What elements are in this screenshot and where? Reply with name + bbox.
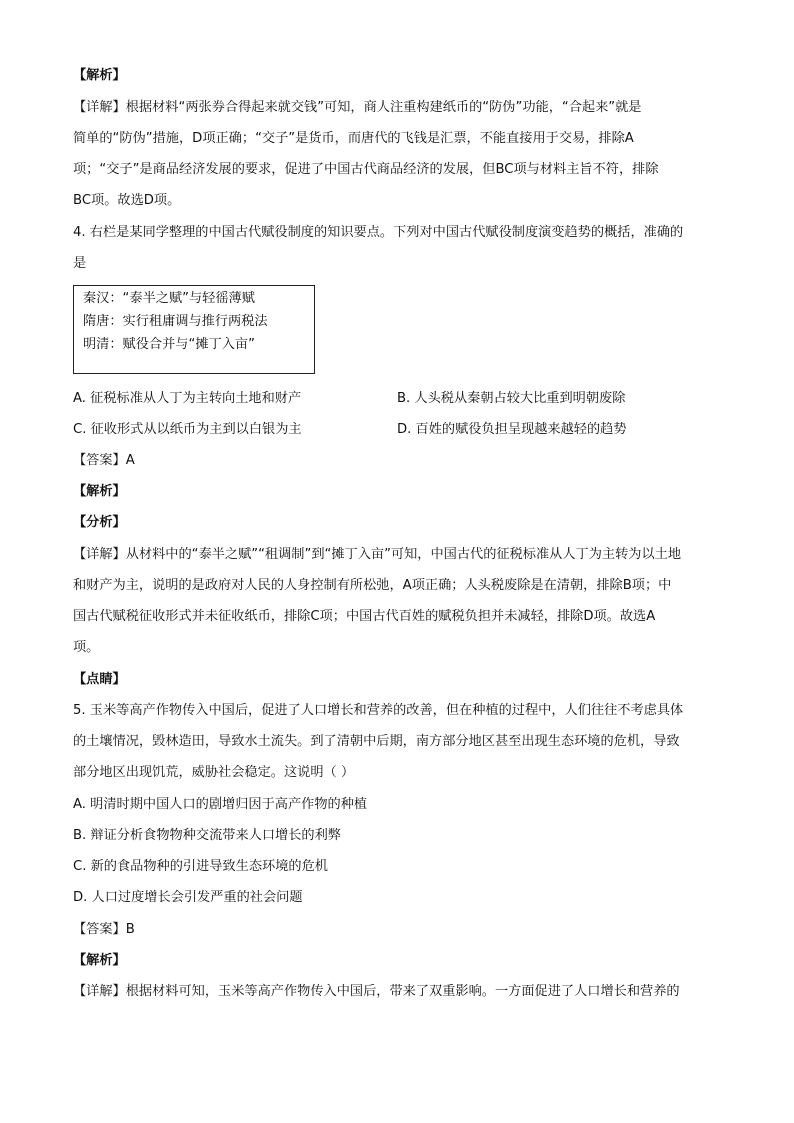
q3-detail-line-4: BC项。故选D项。: [73, 193, 181, 208]
q4-answer: 【答案】A: [73, 453, 135, 468]
q4-stem-line-2: 是: [73, 256, 87, 271]
q4-knowledge-box: [73, 285, 315, 374]
q5-detail-line-1: 【详解】根据材料可知，玉米等高产作物传入中国后，带来了双重影响。一方面促进了人口增长和营养的: [73, 984, 680, 999]
q4-fenxi-heading: 【分析】: [73, 515, 126, 530]
q4-option-a: A. 征税标准从人丁为主转向土地和财产: [73, 391, 302, 406]
q5-stem-line-3: 部分地区出现饥荒，威胁社会稳定。这说明（ ）: [73, 765, 355, 780]
q5-option-c: C. 新的食品物种的引进导致生态环境的危机: [73, 859, 328, 874]
q4-option-c: C. 征收形式从以纸币为主到以白银为主: [73, 422, 302, 437]
q5-option-d: D. 人口过度增长会引发严重的社会问题: [73, 890, 303, 905]
q4-box-line-mingqing: 明清：赋役合并与“摊丁入亩”: [83, 337, 255, 352]
q5-stem-line-2: 的土壤情况，毁林造田，导致水土流失。到了清朝中后期，南方部分地区甚至出现生态环境的危机，导致: [73, 734, 680, 749]
q4-box-line-suitang: 隋唐：实行租庸调与推行两税法: [83, 314, 268, 329]
q5-option-a: A. 明清时期中国人口的剧增归因于高产作物的种植: [73, 797, 368, 812]
q4-dianjing-heading: 【点睛】: [73, 672, 126, 687]
q4-detail-line-3: 国古代赋税征收形式并未征收纸币，排除C项；中国古代百姓的赋税负担并未减轻，排除D项。故选A: [73, 609, 656, 624]
q4-analysis-heading: 【解析】: [73, 484, 126, 499]
q4-detail-line-1: 【详解】从材料中的“泰半之赋”“租调制”到“摊丁入亩”可知，中国古代的征税标准从人丁为主转为以土地: [73, 547, 682, 562]
q4-box-line-qinhan: 秦汉：“泰半之赋”与轻徭薄赋: [83, 291, 255, 306]
q3-detail-line-3: 项；“交子”是商品经济发展的要求，促进了中国古代商品经济的发展，但BC项与材料主旨不符，排除: [73, 162, 659, 177]
q3-detail-line-2: 简单的“防伪”措施，D项正确；“交子”是货币，而唐代的飞钱是汇票，不能直接用于交易，排除A: [73, 131, 634, 146]
q4-detail-line-2: 和财产为主，说明的是政府对人民的人身控制有所松弛，A项正确；人头税废除是在清朝，排除B项；中: [73, 578, 672, 593]
q5-option-b: B. 辩证分析食物物种交流带来人口增长的利弊: [73, 828, 341, 843]
q3-detail-line-1: 【详解】根据材料“两张券合得起来就交钱”可知，商人注重构建纸币的“防伪”功能，“合起来”就是: [73, 100, 642, 115]
q5-answer: 【答案】B: [73, 922, 135, 937]
q3-analysis-heading: 【解析】: [73, 68, 126, 83]
q4-stem-line-1: 4. 右栏是某同学整理的中国古代赋役制度的知识要点。下列对中国古代赋役制度演变趋势的概括，准确的: [73, 225, 684, 240]
q4-detail-line-4: 项。: [73, 640, 100, 655]
q5-stem-line-1: 5. 玉米等高产作物传入中国后，促进了人口增长和营养的改善，但在种植的过程中，人们往往不考虑具体: [73, 703, 684, 718]
q4-option-d: D. 百姓的赋役负担呈现越来越轻的趋势: [397, 422, 627, 437]
q4-option-b: B. 人头税从秦朝占较大比重到明朝废除: [397, 391, 626, 406]
q5-analysis-heading: 【解析】: [73, 953, 126, 968]
